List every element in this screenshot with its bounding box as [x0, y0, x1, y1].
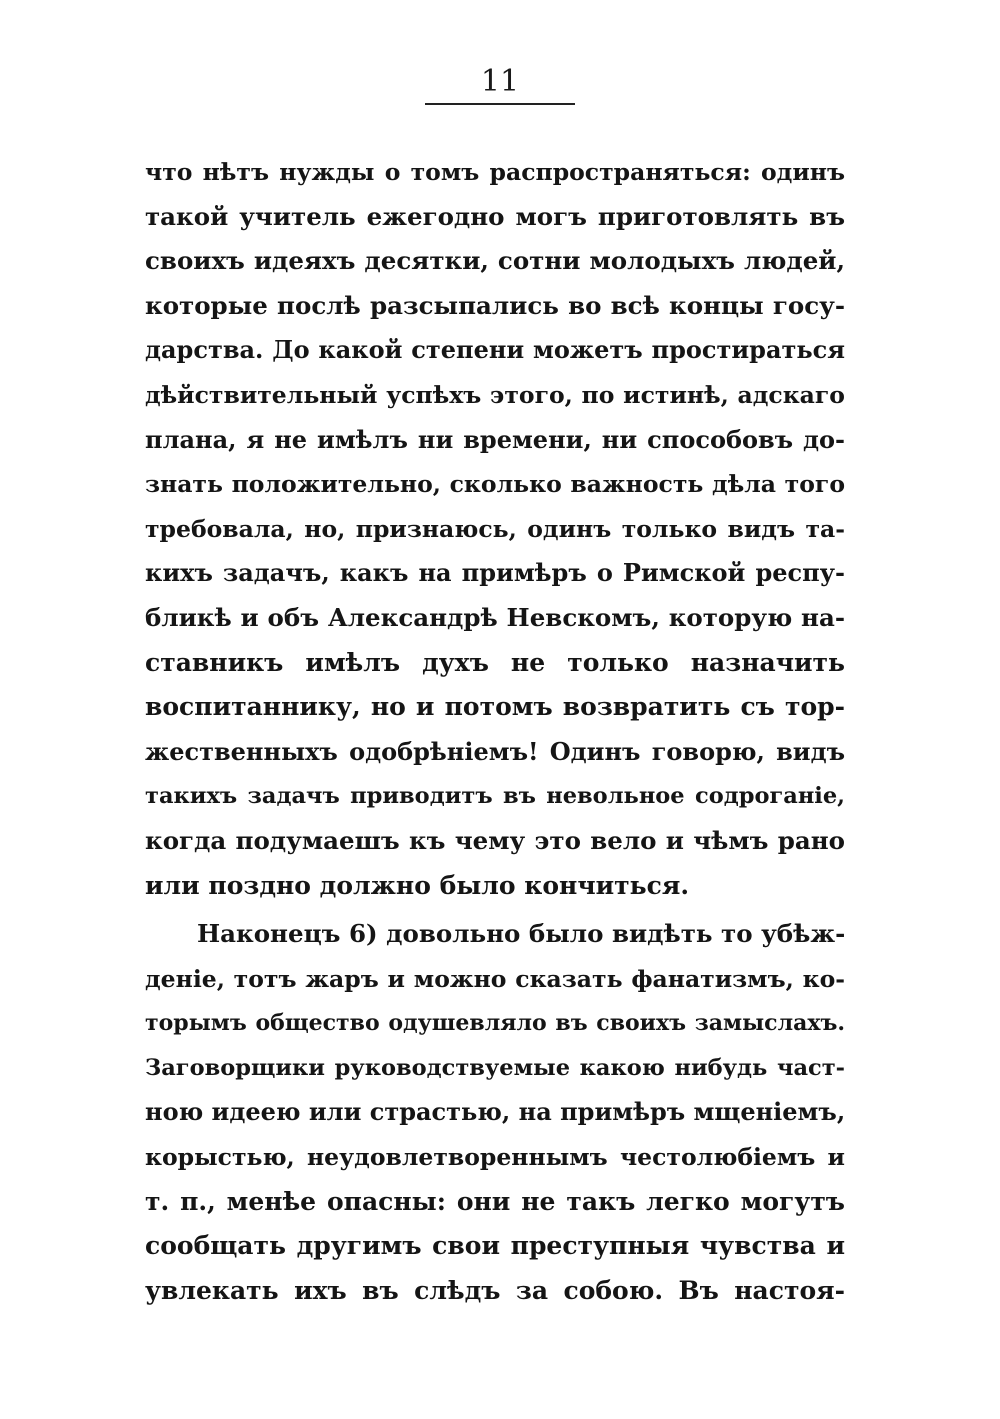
text-line: которые послѣ разсыпались во всѣ концы госу- — [145, 290, 845, 320]
text-line: своихъ идеяхъ десятки, сотни молодыхъ людей, — [145, 246, 845, 276]
text-line: увлекать ихъ въ слѣдъ за собою. Въ настоя- — [145, 1275, 845, 1305]
text-line: такой учитель ежегодно могъ приготовлять въ — [145, 201, 845, 231]
page-number-rule — [425, 103, 575, 105]
text-line: знать положительно, сколько важность дѣла того — [145, 470, 845, 499]
text-line: деніе, тотъ жаръ и можно сказать фанатизмъ, ко- — [145, 964, 845, 993]
text-line: ставникъ имѣлъ духъ не только назначить — [145, 647, 845, 677]
text-line: Наконецъ 6) довольно было видѣть то убѣж- — [197, 919, 846, 949]
text-line: ною идеею или страстью, на примѣръ мщеніемъ, — [145, 1097, 846, 1127]
text-line: торымъ общество одушевляло въ своихъ замыслахъ. — [145, 1010, 845, 1037]
text-line: воспитаннику, но и потомъ возвратить съ тор- — [145, 692, 845, 722]
paragraph — [145, 150, 845, 908]
text-line: или поздно должно было кончиться. — [145, 870, 690, 900]
paragraph — [145, 912, 845, 1313]
text-line: т. п., менѣе опасны: они не такъ легко могутъ — [145, 1186, 845, 1216]
text-line: такихъ задачъ приводитъ въ невольное содроганіе, — [145, 783, 845, 810]
page-number: 11 — [480, 64, 520, 99]
text-line: Заговорщики руководствуемые какою нибудь част- — [145, 1054, 845, 1081]
text-line: требовала, но, признаюсь, одинъ только видъ та- — [145, 514, 845, 543]
text-line: жественныхъ одобрѣніемъ! Одинъ говорю, видъ — [145, 736, 845, 766]
text-line: что нѣтъ нужды о томъ распространяться: одинъ — [145, 158, 845, 186]
text-line: плана, я не имѣлъ ни времени, ни способовъ до- — [145, 424, 845, 454]
text-line: бликѣ и объ Александрѣ Невскомъ, которую на- — [145, 602, 845, 632]
text-line: корыстью, неудовлетвореннымъ честолюбіемъ и — [145, 1143, 845, 1172]
text-line: дѣйствительный успѣхъ этого, по истинѣ, адскаго — [145, 380, 845, 409]
text-line: дарства. До какой степени можетъ простираться — [145, 335, 845, 365]
body-text — [145, 150, 845, 1313]
text-line: сообщать другимъ свои преступныя чувства и — [145, 1231, 845, 1261]
text-line: кихъ задачъ, какъ на примѣръ о Римской респу- — [145, 558, 845, 588]
text-line: когда подумаешъ къ чему это вело и чѣмъ рано — [145, 825, 845, 855]
